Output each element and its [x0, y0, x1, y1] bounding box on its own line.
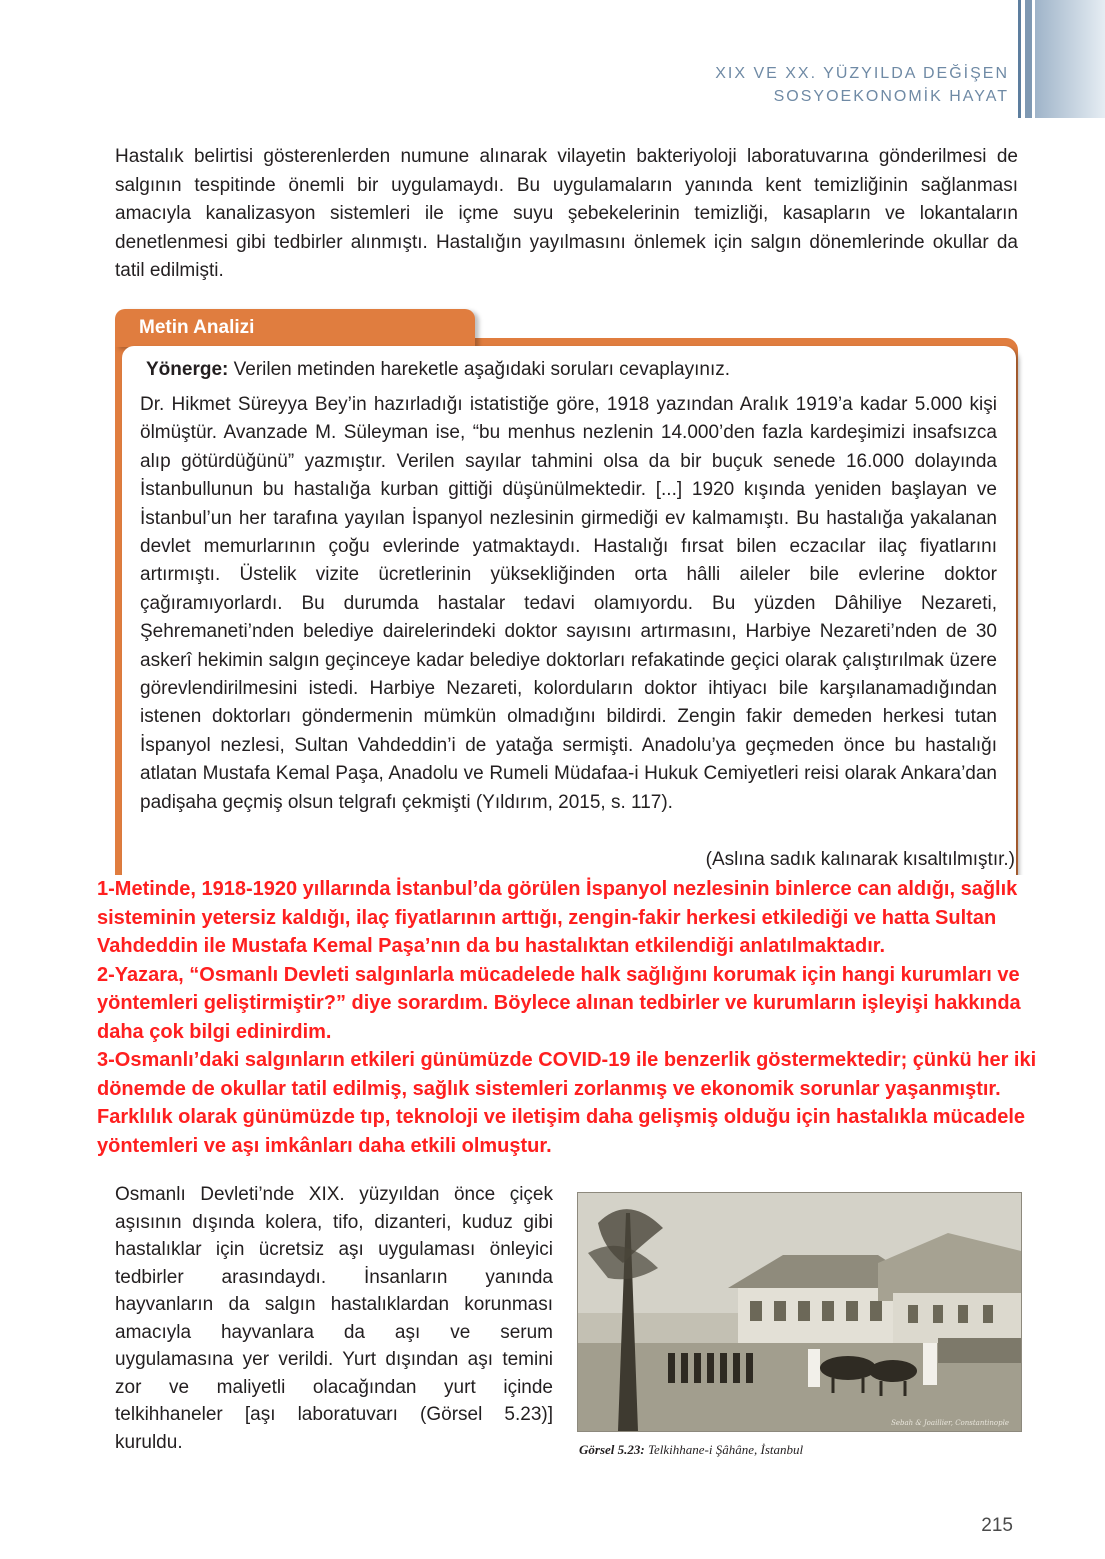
- running-header-line-1: XIX VE XX. YÜZYILDA DEĞİŞEN: [715, 65, 1009, 82]
- source-note: (Aslına sadık kalınarak kısaltılmıştır.): [705, 849, 1015, 870]
- answer-1: 1-Metinde, 1918-1920 yıllarında İstanbul’da görülen İspanyol nezlesinin binlerce can aldığı, sağlık sisteminin yetersiz kaldığı, ilaç fiyatlarının arttığı, zengin-fakir herkesi etkilediği ve hatta Sultan Vahdeddin ile Mustafa Kemal Paşa’nın da bu hastalıktan etkilendiği anlatılmaktadır.: [97, 878, 1018, 957]
- decorative-top-bars: [1018, 0, 1105, 118]
- figure-caption: [579, 1442, 803, 1458]
- answer-3: 3-Osmanlı’daki salgınların etkileri günümüzde COVID-19 ile benzerlik göstermektedir; çünkü her iki dönemde de okullar tatil edilmiş, sağlık sistemleri zorlanmış ve ekonomik sorunlar yaşanmıştır. Farklılık olarak günümüzde tıp, teknoloji ve iletişim daha gelişmiş olduğu için hastalıkla mücadele yöntemleri ve aşı imkânları daha etkili olmuştur.: [97, 1049, 1037, 1157]
- running-header: [715, 62, 1009, 108]
- answer-2: 2-Yazara, “Osmanlı Devleti salgınlarla mücadelede halk sağlığını korumak için hangi kurumları ve yöntemleri geliştirmiştir?” diye sorardım. Böylece alınan tedbirler ve kurumların işleyişi hakkında daha çok bilgi edinirdim.: [97, 963, 1021, 1043]
- analysis-text: Dr. Hikmet Süreyya Bey’in hazırladığı istatistiğe göre, 1918 yazından Aralık 1919’a kadar 5.000 kişi ölmüştür. Avanzade M. Süleyman ise, “bu menhus nezlenin 14.000’den fazla kardeşimizi insafsızca alıp götürdüğünü” yazmıştır. Verilen sayılar tahmini olsa da bir buçuk senede 16.000 dolayında İstanbullunun bu hastalığa kurban gittiği düşünülmektedir. [...] 1920 kışında yeniden başlayan ve İstanbul’un her tarafına yayılan İspanyol nezlesinin girmediği ev kalmamıştı. Bu hastalığa yakalanan devlet memurlarının çoğu evlerinde yatmaktaydı. Hastalığı fırsat bilen eczacılar ilaç fiyatlarını artırmıştı. Üstelik vizite ücretlerinin yüksekliğinden orta hâlli aileler bile evlerine doktor çağıramıyorlardı. Bu durumda hastalar tedavi olamıyordu. Bu yüzden Dâhiliye Nezareti, Şehremaneti’nden belediye dairelerindeki doktor sayısını artırmasını, Harbiye Nezareti’nden de 30 askerî hekimin salgın geçinceye kadar belediye doktorları refakatinde geçici olarak çalıştırılmak üzere görevlendirilmesini istedi. Harbiye Nezareti, kolorduların doktor ihtiyacı bile karşılanamadığından istenen doktorları göndermenin mümkün olmadığını bildirdi. Zengin fakir demeden herkesi tutan İspanyol nezlesi, Sultan Vahdeddin’i de yatağa sermişti. Anadolu’ya geçmeden önce bu hastalığı atlatan Mustafa Kemal Paşa, Anadolu ve Rumeli Müdafaa-i Hukuk Cemiyetleri reisi olarak Ankara’dan padişaha geçmiş olsun telgrafı çekmişti (Yıldırım, 2015, s. 117).: [140, 394, 997, 813]
- directive: [146, 356, 1006, 384]
- page-number: 215: [981, 1515, 1013, 1536]
- telkihhane-photo: [577, 1192, 1022, 1432]
- directive-label: Yönerge:: [146, 359, 229, 380]
- answers-block: [97, 875, 1037, 1160]
- analysis-box-title: Metin Analizi: [139, 317, 255, 338]
- figure-caption-text: Telkihhane-i Şâhâne, İstanbul: [644, 1442, 804, 1457]
- photo-credit: Sebah & Joaillier, Constantinople: [891, 1419, 1009, 1427]
- body-paragraph: Osmanlı Devleti’nde XIX. yüzyıldan önce çiçek aşısının dışında kolera, tifo, dizanteri, kuduz gibi hastalıklar için ücretsiz aşı uygulaması önleyici tedbirler arasındaydı. İnsanların yanında hayvanların da salgın hastalıklardan korunması amacıyla hayvanlara da aşı ve serum uygulamasına yer verildi. Yurt dışından aşı temini zor ve maliyetli olacağından yurt içinde telkihhaneler [aşı laboratuvarı (Görsel 5.23)] kuruldu.: [115, 1184, 553, 1453]
- running-header-line-2: SOSYOEKONOMİK HAYAT: [773, 88, 1009, 105]
- analysis-box-tab: [115, 309, 475, 347]
- figure-caption-label: Görsel 5.23:: [579, 1442, 645, 1457]
- intro-paragraph: Hastalık belirtisi gösterenlerden numune alınarak vilayetin bakteriyoloji laboratuvarına gönderilmesi de salgının tespitinde önemli bir uygulamaydı. Bu uygulamaların yanında kent temizliğinin sağlanması amacıyla kanalizasyon sistemleri ile içme suyu şebekelerinin temizliği, kasapların ve lokantaların denetlenmesi gibi tedbirler alınmıştı. Hastalığın yayılmasını önlemek için salgın dönemlerinde okullar da tatil edilmişti.: [115, 146, 1018, 281]
- directive-text: Verilen metinden hareketle aşağıdaki soruları cevaplayınız.: [228, 359, 731, 380]
- photo-illustration: [578, 1193, 1021, 1431]
